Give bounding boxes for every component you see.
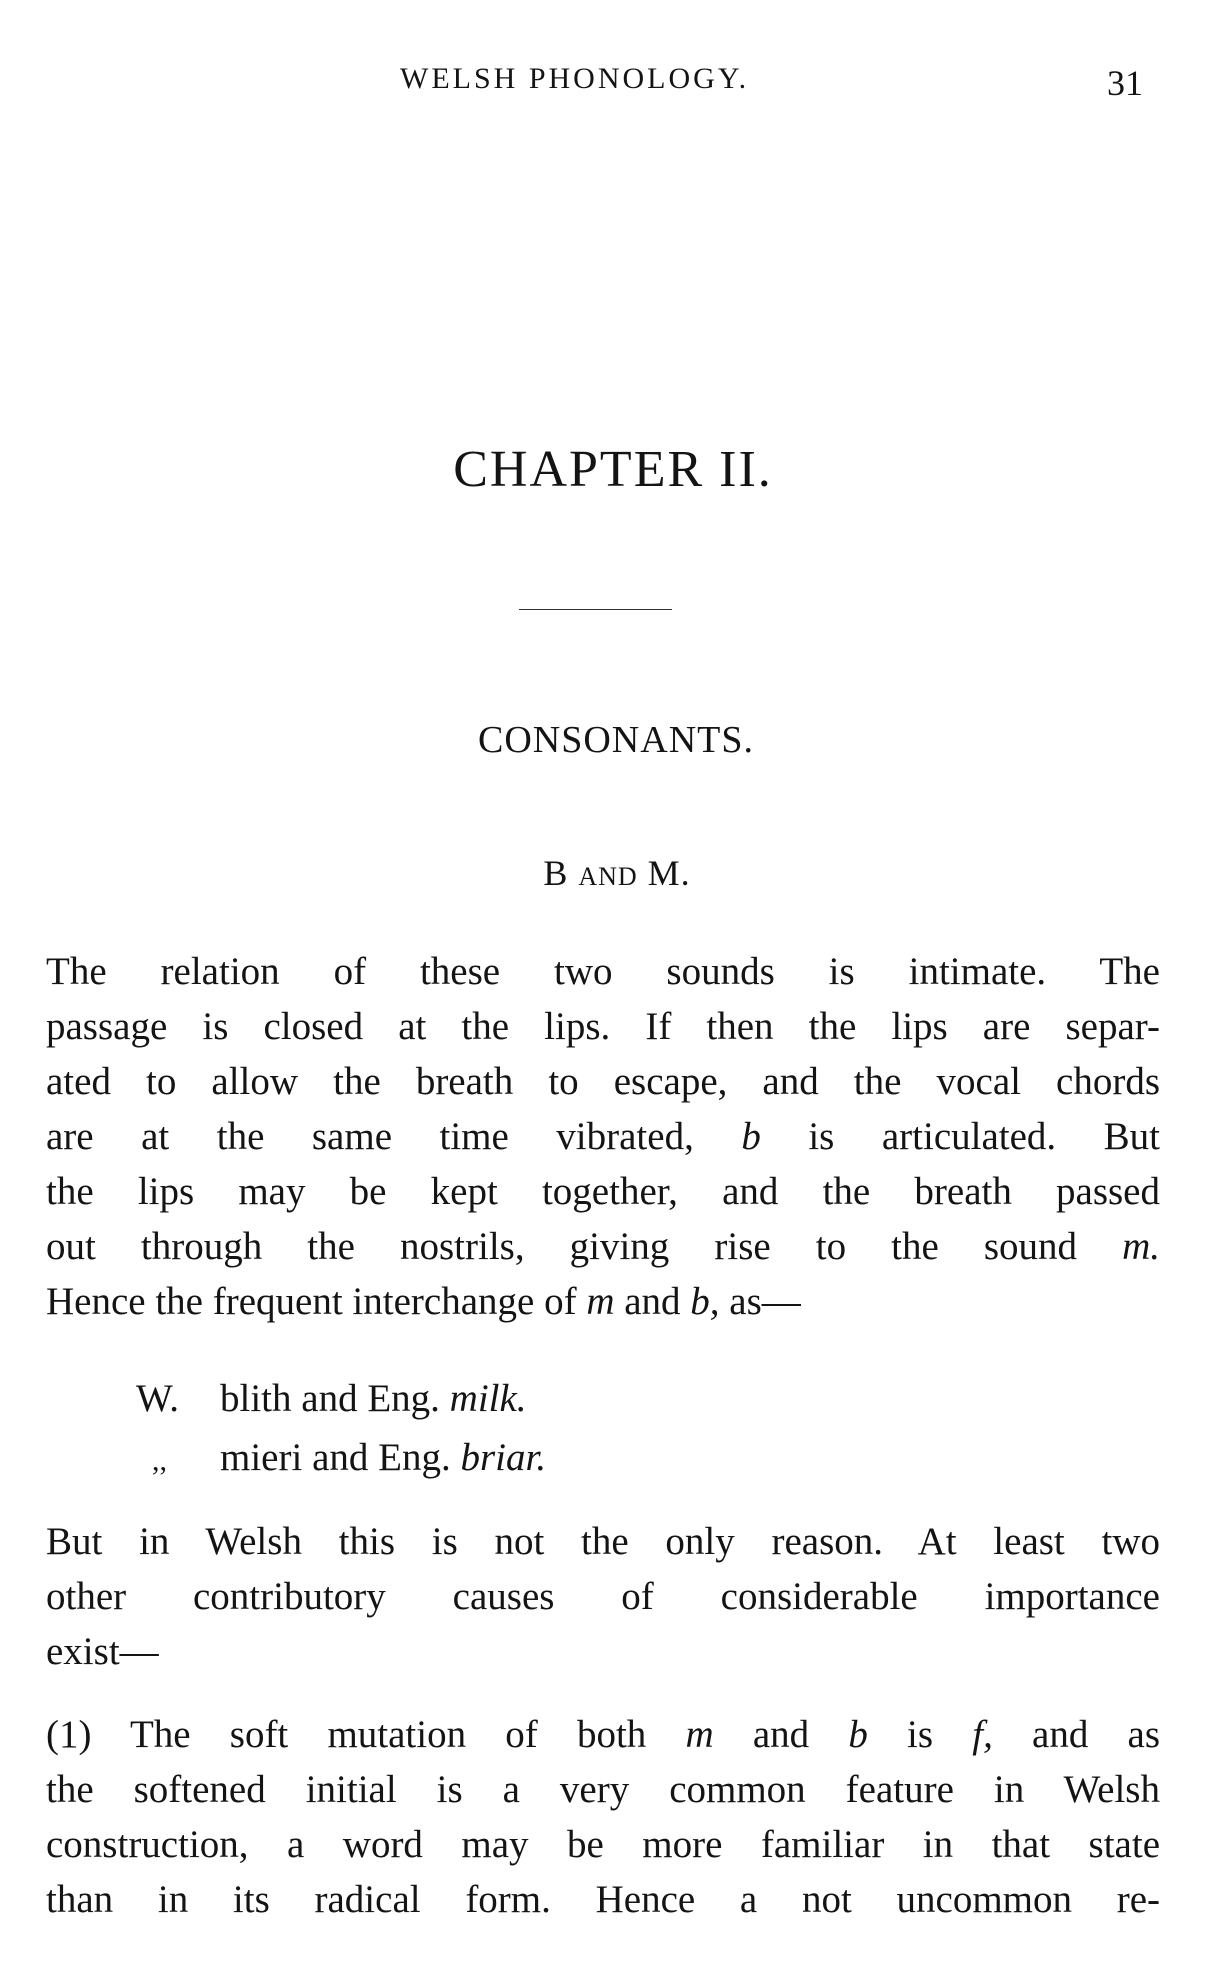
example-welsh-word: mieri [220,1436,303,1479]
subsection-letter-m: M. [647,853,691,893]
text-line: the lips may be kept together, and the breath passed [46,1170,1160,1213]
text-line: are at the same time vibrated, b is articulated. But [46,1115,1161,1158]
text-line: (1) The soft mutation of both m and b is f, and as [46,1713,1160,1756]
text-line: The relation of these two sounds is intimate. The [46,950,1160,993]
text-line: the softened initial is a very common feature in Welsh [46,1768,1160,1811]
paragraph-intro [46,944,1160,1329]
example-line: W. blith and Eng. milk. [136,1371,527,1426]
example-english-word: briar. [460,1436,547,1479]
paragraph-reasons [46,1514,1160,1679]
running-head: WELSH PHONOLOGY. [400,62,750,95]
italic-term: m [685,1713,714,1756]
text-line: ated to allow the breath to escape, and the vocal chords [46,1060,1160,1103]
italic-term: b [848,1713,868,1756]
page-number: 31 [1107,63,1143,103]
text-line: out through the nostrils, giving rise to the sound m. [46,1225,1160,1268]
italic-term: m. [1122,1225,1160,1268]
text-line: other contributory causes of considerable importance [46,1575,1160,1618]
text-line: Hence the frequent interchange of m and b, as— [46,1280,801,1323]
text-line: than in its radical form. Hence a not uncommon re- [46,1878,1160,1921]
subsection-conjunction: AND [578,862,638,891]
example-line: ,, mieri and Eng. briar. [136,1430,546,1485]
example-prefix: W. [136,1377,179,1420]
chapter-title: CHAPTER II. [453,441,773,498]
text-line: exist— [46,1630,159,1673]
text-line: passage is closed at the lips. If then the lips are separ- [46,1005,1160,1048]
chapter-divider [519,609,672,610]
text-line: But in Welsh this is not the only reason. At least two [46,1520,1160,1563]
italic-term: b, [690,1280,720,1323]
section-title: CONSONANTS. [478,719,754,761]
italic-term: m [586,1280,615,1323]
paragraph-mutation [46,1707,1160,1927]
example-english-word: milk. [449,1377,527,1420]
subsection-letter-b: B [543,853,569,893]
italic-term: f, [972,1713,993,1756]
example-welsh-word: blith [220,1377,292,1420]
italic-term: b [741,1115,761,1158]
subsection-title [0,852,1216,894]
example-ditto-mark: ,, [152,1444,167,1477]
text-line: construction, a word may be more familiar in that state [46,1823,1160,1866]
